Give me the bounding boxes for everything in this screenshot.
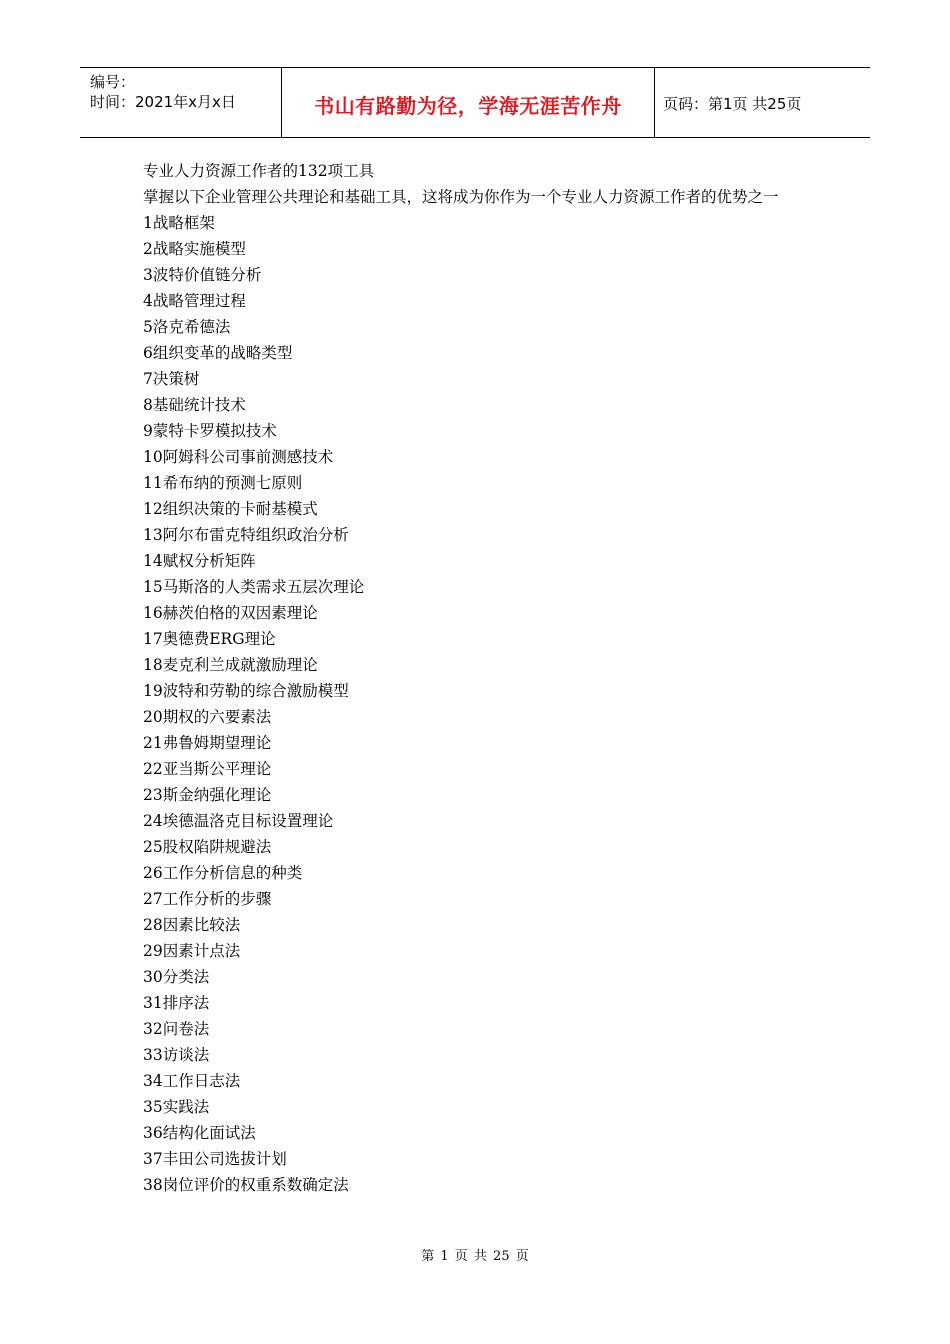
tool-list-item: 19波特和劳勒的综合激励模型 xyxy=(143,682,349,700)
tool-list-item: 8基础统计技术 xyxy=(143,396,246,414)
document-title: 专业人力资源工作者的132项工具 xyxy=(143,162,375,180)
header-page-info: 页码：第1页 共25页 xyxy=(663,95,802,113)
tool-list-item: 20期权的六要素法 xyxy=(143,708,272,726)
tool-list-item: 18麦克利兰成就激励理论 xyxy=(143,656,318,674)
page-header xyxy=(80,67,870,138)
document-body xyxy=(143,158,823,1198)
tool-list-item: 30分类法 xyxy=(143,968,210,986)
tool-list-item: 6组织变革的战略类型 xyxy=(143,344,293,362)
tool-list-item: 28因素比较法 xyxy=(143,916,241,934)
tool-list-item: 21弗鲁姆期望理论 xyxy=(143,734,272,752)
tool-list xyxy=(143,210,823,1198)
tool-list-item: 27工作分析的步骤 xyxy=(143,890,272,908)
tool-list-item: 32问卷法 xyxy=(143,1020,210,1038)
tool-list-item: 23斯金纳强化理论 xyxy=(143,786,272,804)
tool-list-item: 4战略管理过程 xyxy=(143,292,246,310)
intro-paragraph: 掌握以下企业管理公共理论和基础工具，这将成为你作为一个专业人力资源工作者的优势之一 xyxy=(143,188,779,206)
document-date-label: 时间：2021年x月x日 xyxy=(90,93,236,111)
tool-list-item: 15马斯洛的人类需求五层次理论 xyxy=(143,578,365,596)
page-footer: 第 1 页 共 25 页 xyxy=(421,1249,529,1264)
tool-list-item: 22亚当斯公平理论 xyxy=(143,760,272,778)
tool-list-item: 2战略实施模型 xyxy=(143,240,246,258)
tool-list-item: 33访谈法 xyxy=(143,1046,210,1064)
tool-list-item: 31排序法 xyxy=(143,994,210,1012)
document-number-label: 编号： xyxy=(90,73,136,91)
tool-list-item: 29因素计点法 xyxy=(143,942,241,960)
header-motto-cell xyxy=(282,68,655,137)
tool-list-item: 9蒙特卡罗模拟技术 xyxy=(143,422,277,440)
tool-list-item: 26工作分析信息的种类 xyxy=(143,864,303,882)
header-meta xyxy=(80,68,282,137)
header-page-info-cell xyxy=(655,68,870,137)
tool-list-item: 5洛克希德法 xyxy=(143,318,231,336)
tool-list-item: 14赋权分析矩阵 xyxy=(143,552,256,570)
tool-list-item: 37丰田公司选拔计划 xyxy=(143,1150,287,1168)
tool-list-item: 16赫茨伯格的双因素理论 xyxy=(143,604,318,622)
tool-list-item: 25股权陷阱规避法 xyxy=(143,838,272,856)
tool-list-item: 35实践法 xyxy=(143,1098,210,1116)
tool-list-item: 24埃德温洛克目标设置理论 xyxy=(143,812,334,830)
tool-list-item: 36结构化面试法 xyxy=(143,1124,256,1142)
tool-list-item: 3波特价值链分析 xyxy=(143,266,262,284)
tool-list-item: 38岗位评价的权重系数确定法 xyxy=(143,1176,349,1194)
tool-list-item: 10阿姆科公司事前测感技术 xyxy=(143,448,334,466)
tool-list-item: 13阿尔布雷克特组织政治分析 xyxy=(143,526,349,544)
tool-list-item: 11希布纳的预测七原则 xyxy=(143,474,303,492)
tool-list-item: 7决策树 xyxy=(143,370,200,388)
tool-list-item: 1战略框架 xyxy=(143,214,215,232)
header-motto: 书山有路勤为径，学海无涯苦作舟 xyxy=(314,94,622,118)
tool-list-item: 17奥德费ERG理论 xyxy=(143,630,276,648)
tool-list-item: 12组织决策的卡耐基模式 xyxy=(143,500,318,518)
tool-list-item: 34工作日志法 xyxy=(143,1072,241,1090)
